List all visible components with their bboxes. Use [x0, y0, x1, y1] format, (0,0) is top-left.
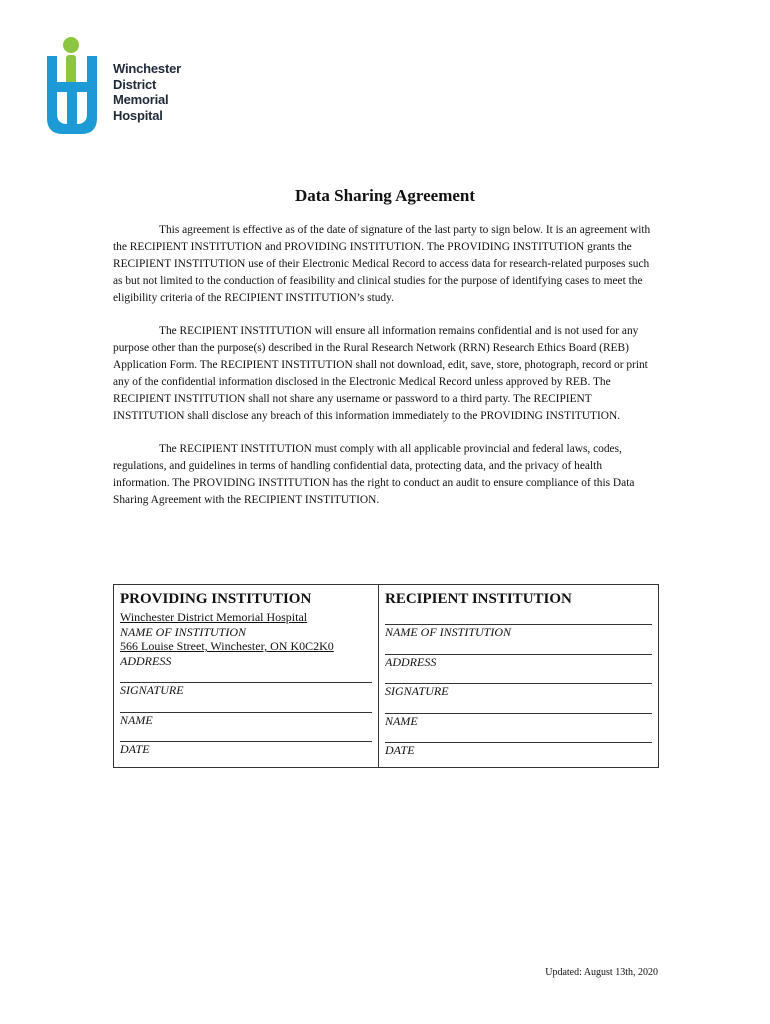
paragraph-effective: This agreement is effective as of the date of signature of the last party to sign below. It is an agreement with the RECIPIENT INSTITUTION and PROVIDING INSTITUTION. The PROVIDING INSTITUTION grants the RECIPIENT INSTITUTION use of their Electronic Medical Record to access data for research-related purposes such as but not limited to the conduction of feasibility and clinical studies for the purpose of identifying cases to meet the eligibility criteria of the RECIPIENT INSTITUTION’s study. — [113, 224, 651, 304]
hospital-name-line: Memorial — [113, 92, 169, 107]
providing-address-value[interactable]: 566 Louise Street, Winchester, ON K0C2K0 — [120, 639, 334, 653]
recipient-date-field[interactable] — [385, 728, 652, 743]
recipient-signature-field[interactable] — [385, 669, 652, 684]
providing-institution-name-label: NAME OF INSTITUTION — [120, 624, 247, 639]
hospital-logo — [45, 36, 205, 138]
providing-date-label: DATE — [120, 742, 150, 756]
providing-name-field[interactable] — [120, 698, 372, 713]
paragraph-compliance: The RECIPIENT INSTITUTION must comply with all applicable provincial and federal laws, codes, regulations, and guidelines in terms of handling confidential data, protecting data, and the privacy of health information. The PROVIDING INSTITUTION has the right to conduct an audit to ensure compliance of this Data Sharing Agreement with the RECIPIENT INSTITUTION. — [113, 443, 635, 506]
signature-table — [113, 584, 659, 768]
recipient-address-label: ADDRESS — [385, 654, 437, 669]
agreement-body — [113, 222, 659, 525]
hospital-logo-icon — [45, 36, 105, 138]
recipient-address-field[interactable] — [385, 640, 652, 655]
providing-address-label: ADDRESS — [120, 653, 172, 668]
providing-signature-label: SIGNATURE — [120, 683, 184, 697]
hospital-name — [113, 61, 181, 123]
recipient-name-field[interactable] — [385, 699, 652, 714]
recipient-date-label: DATE — [385, 743, 415, 757]
recipient-heading: RECIPIENT INSTITUTION — [385, 591, 572, 607]
recipient-institution-column — [379, 585, 659, 768]
document-title: Data Sharing Agreement — [294, 186, 476, 205]
recipient-name-label: NAME — [385, 713, 418, 728]
hospital-name-line: District — [113, 76, 157, 92]
updated-date: Updated: August 13th, 2020 — [545, 967, 658, 978]
recipient-institution-name-label: NAME OF INSTITUTION — [385, 625, 512, 639]
providing-institution-name-value[interactable]: Winchester District Memorial Hospital — [120, 610, 308, 624]
paragraph-confidentiality: The RECIPIENT INSTITUTION will ensure all information remains confidential and is not used for any purpose other than the purpose(s) described in the Rural Research Network (RRN) Research Ethics Board (REB) Application Form. The RECIPIENT INSTITUTION shall not download, edit, save, store, photograph, record or print any of the confidential information disclosed in the Electronic Medical Record unless approved by REB. The RECIPIENT INSTITUTION shall not share any username or password to a third party. The RECIPIENT INSTITUTION shall disclose any breach of this information immediately to the PROVIDING INSTITUTION. — [113, 325, 648, 422]
providing-institution-column — [114, 585, 379, 768]
providing-date-field[interactable] — [120, 727, 372, 742]
hospital-name-line: Hospital — [113, 107, 163, 123]
providing-name-label: NAME — [120, 712, 153, 727]
recipient-institution-name-field[interactable] — [385, 610, 652, 625]
providing-heading: PROVIDING INSTITUTION — [120, 591, 312, 607]
recipient-signature-label: SIGNATURE — [385, 684, 449, 698]
providing-signature-field[interactable] — [120, 668, 372, 683]
hospital-name-line: Winchester — [113, 61, 181, 76]
